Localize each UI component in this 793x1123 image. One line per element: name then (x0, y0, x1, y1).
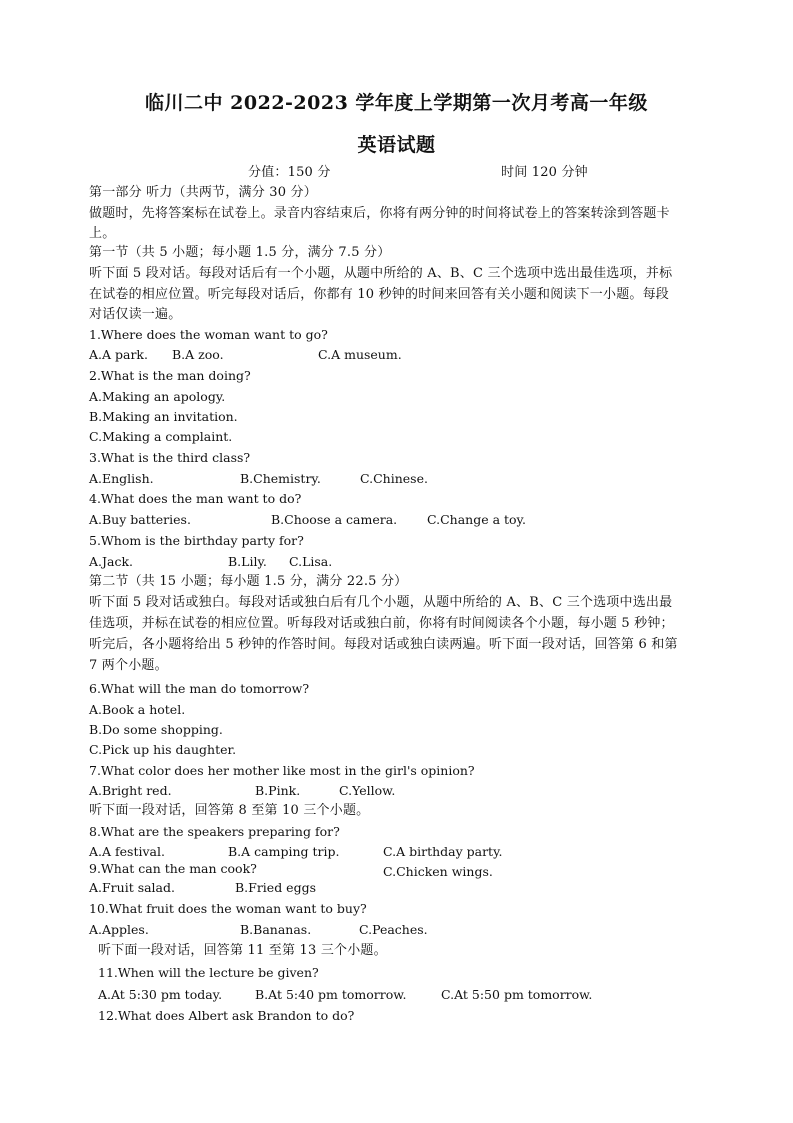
section1-heading: 第一节（共 5 小题；每小题 1.5 分，满分 7.5 分） (89, 245, 391, 260)
q11-option-b: B.At 5:40 pm tomorrow. (255, 987, 407, 1002)
q7-option-c: C.Yellow. (339, 783, 396, 798)
q9-option-b: B.Fried eggs (235, 880, 316, 895)
q9-option-c: C.Chicken wings. (383, 864, 493, 879)
section2-heading: 第二节（共 15 小题；每小题 1.5 分，满分 22.5 分） (89, 574, 408, 589)
q4-option-a: A.Buy batteries. (89, 512, 191, 527)
q10-option-a: A.Apples. (89, 922, 149, 937)
section1-instructions-3: 对话仅读一遍。 (89, 307, 182, 322)
part1-heading: 第一部分 听力（共两节，满分 30 分） (89, 185, 317, 200)
q1-option-b: B.A zoo. (172, 347, 224, 362)
q2-option-a: A.Making an apology. (89, 389, 226, 404)
dialog-8-10-intro: 听下面一段对话，回答第 8 至第 10 三个小题。 (89, 803, 370, 818)
dialog-11-13-intro: 听下面一段对话，回答第 11 至第 13 三个小题。 (98, 943, 387, 958)
question-3: 3.What is the third class? (89, 450, 251, 465)
score-info: 分值：150 分 (248, 165, 331, 180)
q8-option-a: A.A festival. (89, 844, 165, 859)
q1-option-c: C.A museum. (318, 347, 402, 362)
q2-option-c: C.Making a complaint. (89, 429, 233, 444)
q6-option-b: B.Do some shopping. (89, 722, 223, 737)
question-8: 8.What are the speakers preparing for? (89, 824, 340, 839)
question-11: 11.When will the lecture be given? (98, 965, 319, 980)
question-6: 6.What will the man do tomorrow? (89, 681, 310, 696)
part1-instructions: 做题时，先将答案标在试卷上。录音内容结束后，你将有两分钟的时间将试卷上的答案转涂到答题卡 (89, 206, 670, 221)
question-10: 10.What fruit does the woman want to buy? (89, 901, 367, 916)
q1-option-a: A.A park. (89, 347, 148, 362)
q8-option-b: B.A camping trip. (228, 844, 340, 859)
section2-instructions-3: 听完后，各小题将给出 5 秒钟的作答时间。每段对话或独白读两遍。听下面一段对话，回答第 6 和第 (89, 637, 678, 652)
question-1: 1.Where does the woman want to go? (89, 327, 328, 342)
q5-option-b: B.Lily. (228, 554, 267, 569)
question-7: 7.What color does her mother like most in the girl's opinion? (89, 763, 475, 778)
q3-option-c: C.Chinese. (360, 471, 428, 486)
section2-instructions: 听下面 5 段对话或独白。每段对话或独白后有几个小题，从题中所给的 A、B、C 三个选项中选出最 (89, 595, 673, 610)
q6-option-c: C.Pick up his daughter. (89, 742, 237, 757)
section2-instructions-2: 佳选项，并标在试卷的相应位置。听每段对话或独白前，你将有时间阅读各个小题，每小题 5 秒钟； (89, 616, 674, 631)
exam-subtitle: 英语试题 (357, 134, 436, 156)
q3-option-b: B.Chemistry. (240, 471, 321, 486)
question-9: 9.What can the man cook? (89, 861, 257, 876)
question-12: 12.What does Albert ask Brandon to do? (98, 1008, 355, 1023)
q6-option-a: A.Book a hotel. (89, 702, 186, 717)
q7-option-b: B.Pink. (255, 783, 301, 798)
exam-title: 临川二中 2022-2023 学年度上学期第一次月考高一年级 (145, 92, 648, 114)
q10-option-b: B.Bananas. (240, 922, 312, 937)
section1-instructions-2: 在试卷的相应位置。听完每段对话后，你都有 10 秒钟的时间来回答有关小题和阅读下一小题。每段 (89, 287, 670, 302)
q4-option-c: C.Change a toy. (427, 512, 526, 527)
q10-option-c: C.Peaches. (359, 922, 428, 937)
q11-option-a: A.At 5:30 pm today. (98, 987, 223, 1002)
section2-instructions-4: 7 两个小题。 (89, 658, 168, 673)
question-5: 5.Whom is the birthday party for? (89, 533, 304, 548)
q4-option-b: B.Choose a camera. (271, 512, 398, 527)
part1-instructions-cont: 上。 (89, 226, 116, 241)
q5-option-c: C.Lisa. (289, 554, 333, 569)
question-4: 4.What does the man want to do? (89, 491, 302, 506)
q3-option-a: A.English. (89, 471, 154, 486)
time-info: 时间 120 分钟 (501, 165, 588, 180)
q8-option-c: C.A birthday party. (383, 844, 503, 859)
q7-option-a: A.Bright red. (89, 783, 172, 798)
q11-option-c: C.At 5:50 pm tomorrow. (441, 987, 593, 1002)
question-2: 2.What is the man doing? (89, 368, 251, 383)
q9-option-a: A.Fruit salad. (89, 880, 175, 895)
section1-instructions: 听下面 5 段对话。每段对话后有一个小题，从题中所给的 A、B、C 三个选项中选出最佳选项，并标 (89, 266, 673, 281)
q5-option-a: A.Jack. (89, 554, 134, 569)
q2-option-b: B.Making an invitation. (89, 409, 238, 424)
